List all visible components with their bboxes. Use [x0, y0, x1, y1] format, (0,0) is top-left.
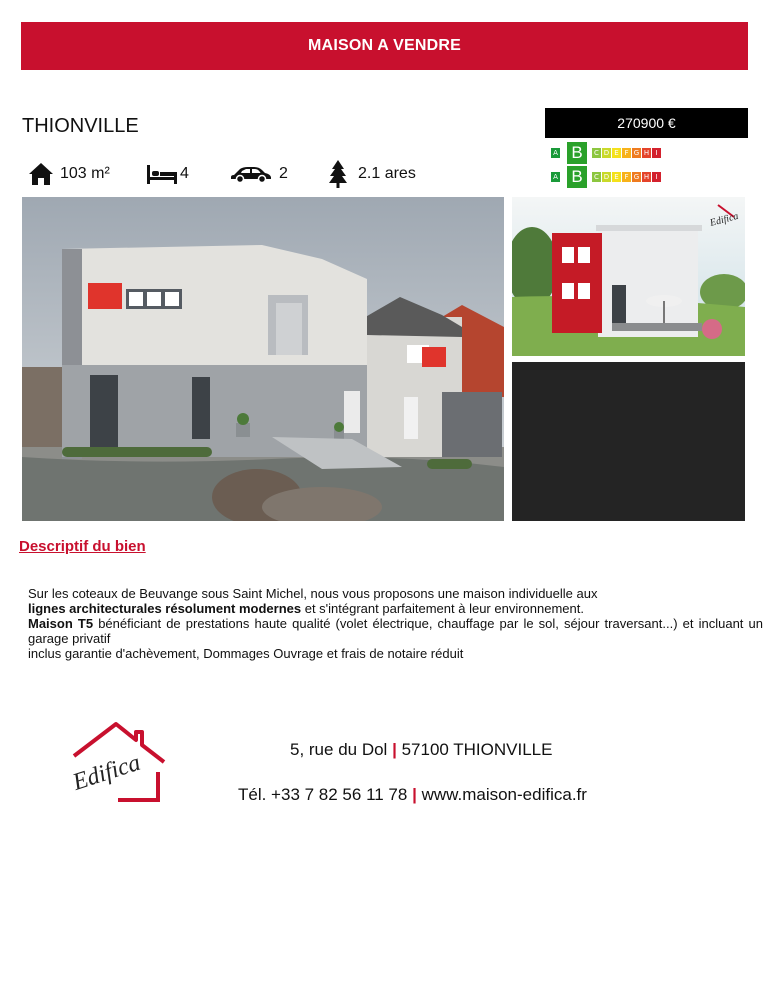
address-separator: | — [392, 740, 397, 759]
listing-city: THIONVILLE — [22, 115, 139, 137]
energy-class-i: I — [652, 172, 661, 182]
feature-surface — [28, 158, 110, 190]
energy-class-f: F — [622, 148, 631, 158]
side-house-render[interactable] — [512, 197, 745, 356]
feature-land — [328, 158, 416, 190]
house-illustration — [22, 197, 504, 521]
render-logo-text: Edifica — [708, 210, 740, 229]
contact-website[interactable]: www.maison-edifica.fr — [421, 785, 587, 804]
energy-class-i: I — [652, 148, 661, 158]
house-icon — [28, 162, 54, 186]
description-line-2 — [28, 601, 763, 616]
energy-class-c: C — [592, 172, 601, 182]
contact-address — [290, 740, 552, 760]
edifica-logo — [66, 718, 168, 818]
energy-class-active: B — [567, 166, 587, 188]
energy-class-d: D — [603, 173, 610, 181]
energy-class-active: B — [567, 142, 587, 164]
description-heading: Descriptif du bien — [19, 538, 146, 555]
energy-class-g: G — [633, 149, 640, 157]
description-line-3-rest: bénéficiant de prestations haute qualité (volet électrique, chauffage par le sol, séjour traversant...) et incluant un garage privatif — [28, 616, 763, 646]
feature-bedrooms — [146, 158, 189, 190]
energy-class-d: D — [603, 149, 610, 157]
address-street: 5, rue du Dol — [290, 740, 388, 759]
features-row — [28, 158, 508, 190]
page-banner — [21, 22, 748, 70]
car-icon — [230, 164, 272, 184]
energy-row-ges — [551, 166, 681, 188]
feature-bedrooms-value: 4 — [180, 165, 189, 182]
price-value: 270900 € — [617, 115, 676, 131]
energy-class-f: F — [622, 172, 631, 182]
description-line-2-bold: lignes architecturales résolument modernes — [28, 601, 302, 616]
contact-phone[interactable]: Tél. +33 7 82 56 11 78 — [238, 785, 408, 804]
description-line-4: inclus garantie d'achèvement, Dommages Ouvrage et frais de notaire réduit — [28, 646, 464, 661]
energy-class-c: C — [592, 148, 601, 158]
main-house-photo[interactable] — [22, 197, 504, 521]
logo-wordmark: Edifica — [69, 749, 144, 796]
feature-surface-value: 103 m² — [60, 165, 110, 182]
price-badge — [545, 108, 748, 138]
render-illustration — [512, 197, 745, 356]
description-line-3-bold: Maison T5 — [28, 616, 94, 631]
bed-icon — [146, 163, 178, 185]
energy-row-dpe — [551, 142, 681, 164]
description-line-1: Sur les coteaux de Beuvange sous Saint Michel, nous vous proposons une maison individuelle aux — [28, 586, 598, 601]
energy-class-e: E — [612, 172, 621, 182]
energy-class-h: H — [643, 173, 650, 181]
feature-garage — [230, 158, 288, 190]
banner-title: MAISON A VENDRE — [308, 37, 461, 54]
contact-phone-web — [238, 785, 587, 805]
tree-icon — [328, 159, 348, 189]
feature-land-value: 2.1 ares — [358, 165, 416, 182]
description-line-2-rest: et s'intégrant parfaitement à leur environnement. — [301, 601, 584, 616]
address-city: 57100 THIONVILLE — [401, 740, 553, 759]
description-line-3 — [28, 616, 763, 646]
energy-class-a: A — [551, 148, 560, 158]
energy-class-h: H — [643, 149, 650, 157]
feature-garage-value: 2 — [279, 165, 288, 182]
contact-separator: | — [412, 785, 417, 804]
description-body — [28, 586, 763, 661]
photo-placeholder[interactable] — [512, 362, 745, 521]
energy-class-e: E — [612, 148, 621, 158]
energy-class-a: A — [551, 172, 560, 182]
energy-class-g: G — [633, 173, 640, 181]
